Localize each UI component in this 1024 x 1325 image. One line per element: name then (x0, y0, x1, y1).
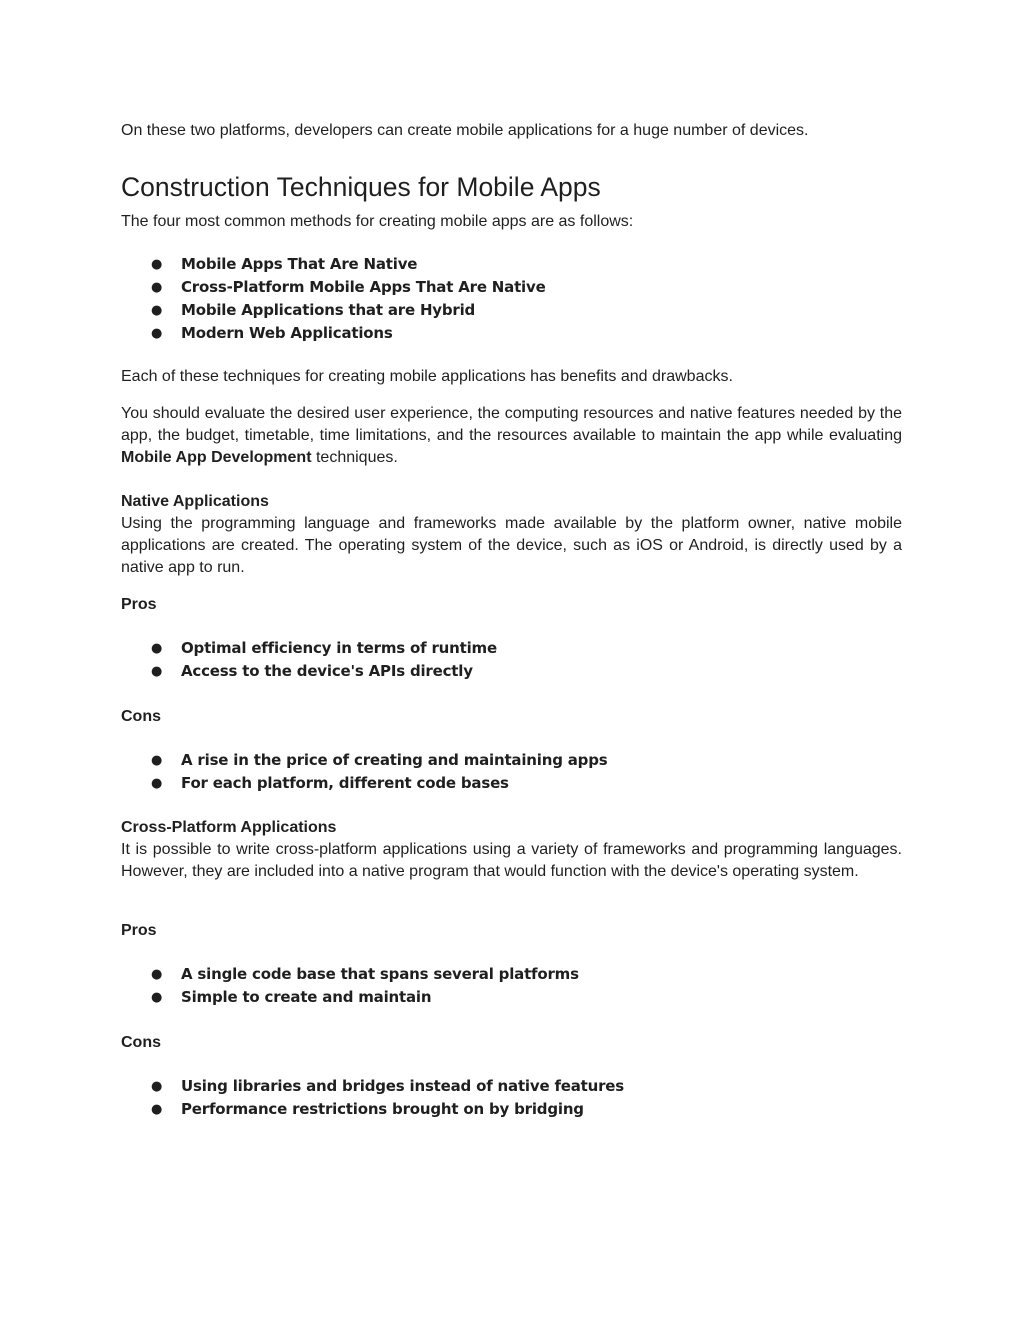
bullet-icon: ● (151, 967, 163, 982)
methods-intro-paragraph: The four most common methods for creating mobile apps are as follows: (121, 213, 634, 230)
list-item: ● Mobile Apps That Are Native (121, 253, 902, 276)
cross-title: Cross-Platform Applications (121, 819, 337, 836)
list-item: ● Access to the device's APIs directly (121, 660, 902, 683)
native-cons-list (121, 749, 902, 795)
intro-paragraph: On these two platforms, developers can create mobile applications for a huge number of devices. (121, 122, 809, 139)
native-pros-label: Pros (121, 596, 157, 613)
bold-term: Mobile App Development (121, 449, 312, 466)
cross-cons-list (121, 1075, 902, 1121)
list-item: ● A rise in the price of creating and maintaining apps (121, 749, 902, 772)
native-body: Using the programming language and frameworks made available by the platform owner, native mobile applications are created. The operating system of the device, such as iOS or Android, is directly used by a native app to run. (121, 515, 902, 576)
bullet-icon: ● (151, 641, 163, 656)
bullet-icon: ● (151, 303, 163, 318)
bullet-icon: ● (151, 753, 163, 768)
cross-pros-list (121, 963, 902, 1009)
list-item: ● For each platform, different code bases (121, 772, 902, 795)
bullet-icon: ● (151, 257, 163, 272)
bullet-icon: ● (151, 990, 163, 1005)
list-item: ● Simple to create and maintain (121, 986, 902, 1009)
methods-list (121, 253, 902, 345)
bullet-icon: ● (151, 1102, 163, 1117)
list-item: ● Performance restrictions brought on by bridging (121, 1098, 902, 1121)
list-item: ● Mobile Applications that are Hybrid (121, 299, 902, 322)
native-cons-label: Cons (121, 708, 161, 725)
list-item: ● Optimal efficiency in terms of runtime (121, 637, 902, 660)
bullet-icon: ● (151, 280, 163, 295)
list-item: ● Modern Web Applications (121, 322, 902, 345)
list-item: ● Cross-Platform Mobile Apps That Are Native (121, 276, 902, 299)
bullet-icon: ● (151, 326, 163, 341)
evaluate-paragraph: You should evaluate the desired user experience, the computing resources and native features needed by the app, the budget, timetable, time limitations, and the resources available to maintain the app while evaluating Mobile App Development techniques. (121, 405, 902, 466)
benefits-paragraph: Each of these techniques for creating mobile applications has benefits and drawbacks. (121, 368, 733, 385)
bullet-icon: ● (151, 776, 163, 791)
cross-body: It is possible to write cross-platform applications using a variety of frameworks and programming languages. However, they are included into a native program that would function with the device's operating system. (121, 841, 902, 880)
cross-cons-label: Cons (121, 1034, 161, 1051)
cross-pros-label: Pros (121, 922, 157, 939)
list-item: ● A single code base that spans several platforms (121, 963, 902, 986)
native-pros-list (121, 637, 902, 683)
bullet-icon: ● (151, 664, 163, 679)
list-item: ● Using libraries and bridges instead of native features (121, 1075, 902, 1098)
bullet-icon: ● (151, 1079, 163, 1094)
native-title: Native Applications (121, 493, 269, 510)
section-heading: Construction Techniques for Mobile Apps (121, 172, 601, 202)
